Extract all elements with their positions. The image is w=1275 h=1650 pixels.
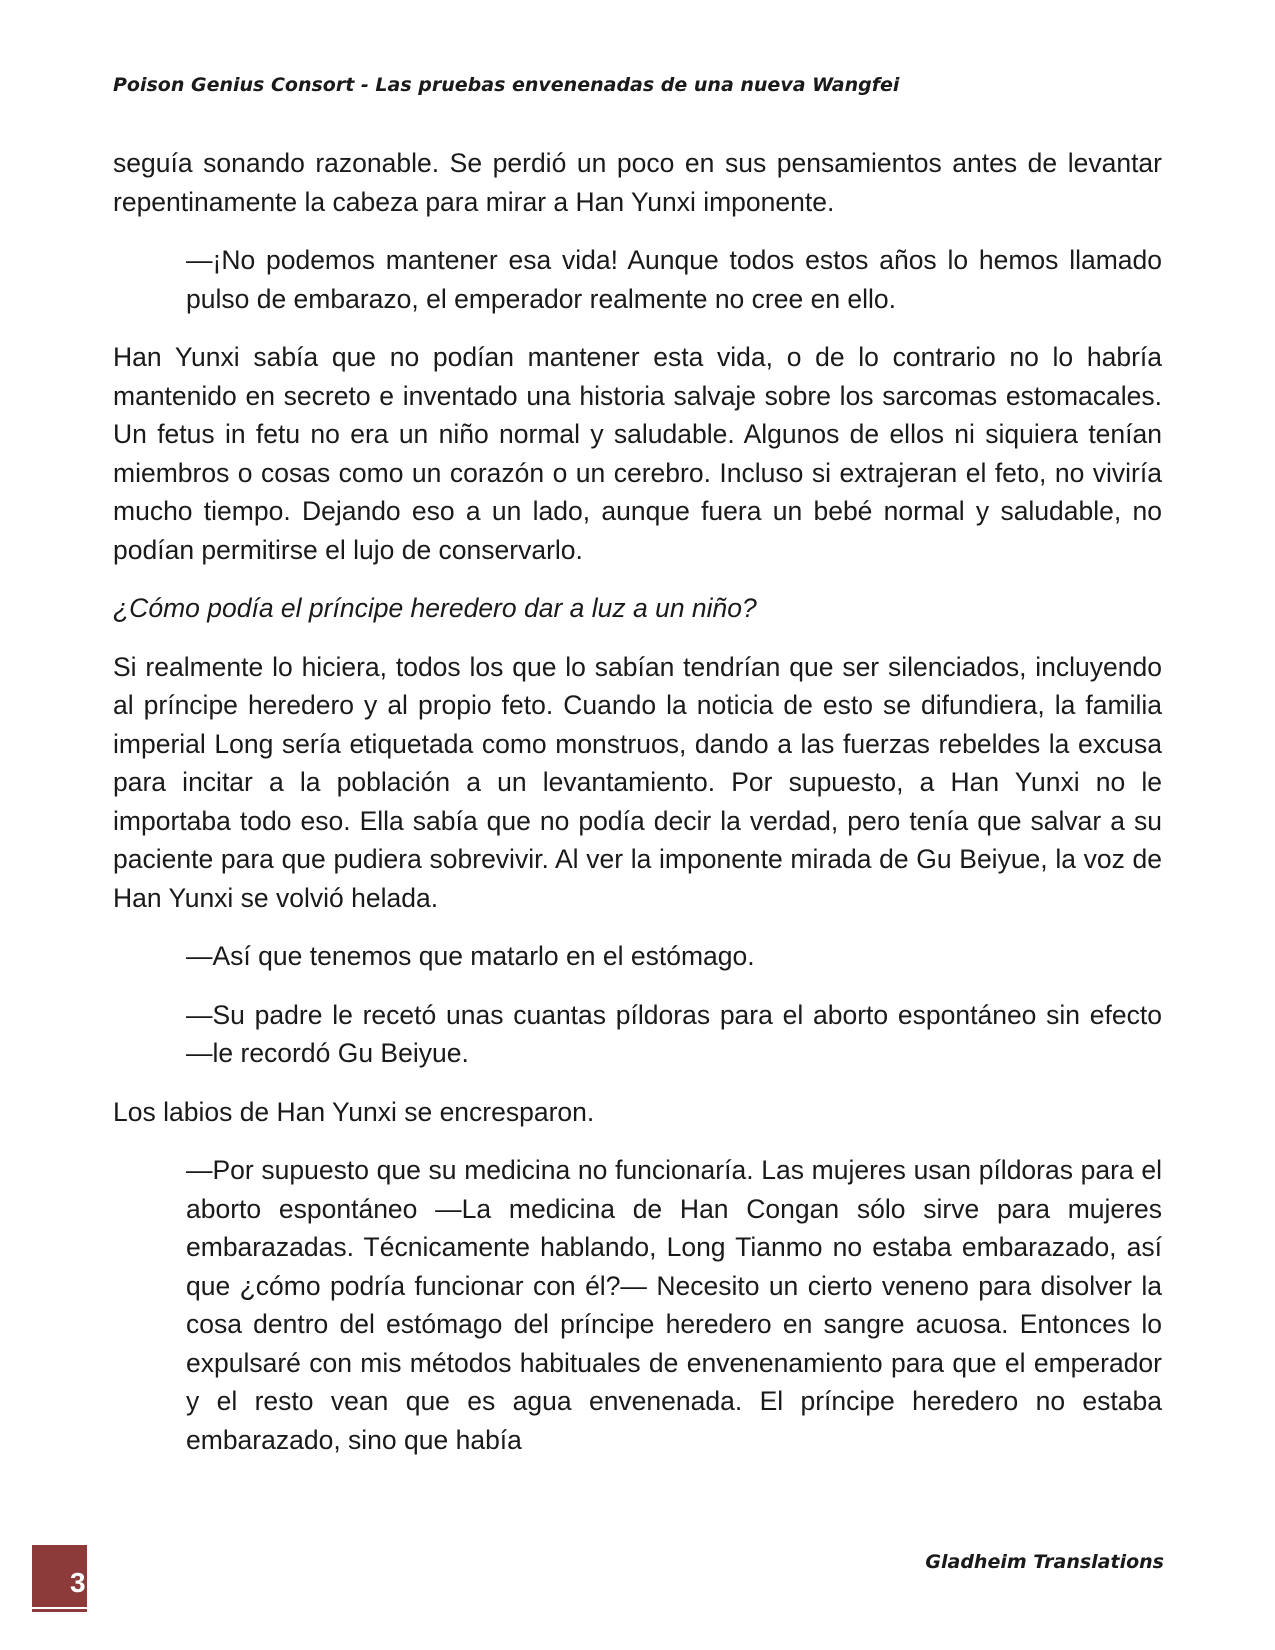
paragraph: Si realmente lo hiciera, todos los que lo sabían tendrían que ser silenciados, incluyendo al príncipe heredero y al propio feto. Cuando la noticia de esto se difundiera, la familia imperial Long sería etiquetada como monstruos, dando a las fuerzas rebeldes la excusa para incitar a la población a un levantamiento. Por supuesto, a Han Yunxi no le importaba todo eso. Ella sabía que no podía decir la verdad, pero tenía que salvar a su paciente para que pudiera sobrevivir. Al ver la imponente mirada de Gu Beiyue, la voz de Han Yunxi se volvió helada. [113,651,1162,913]
running-header: Poison Genius Consort - Las pruebas envenenadas de una nueva Wangfei [113,74,900,96]
dialogue-paragraph: —Así que tenemos que matarlo en el estómago. [186,941,755,971]
body-text [113,144,1162,1479]
page-number-underline [32,1609,87,1612]
page-number: 3 [70,1567,86,1598]
paragraph: Los labios de Han Yunxi se encresparon. [113,1096,595,1127]
dialogue-paragraph: —Su padre le recetó unas cuantas píldoras para el aborto espontáneo sin efecto —le recordó Gu Beiyue. [186,999,1162,1068]
italic-thought: ¿Cómo podía el príncipe heredero dar a luz a un niño? [113,593,757,623]
dialogue-paragraph: —¡No podemos mantener esa vida! Aunque todos estos años lo hemos llamado pulso de embarazo, el emperador realmente no cree en ello. [186,245,1162,314]
footer-credit: Gladheim Translations [925,1551,1164,1573]
paragraph: Han Yunxi sabía que no podían mantener esta vida, o de lo contrario no lo habría mantenido en secreto e inventado una historia salvaje sobre los sarcomas estomacales. Un fetus in fetu no era un niño normal y saludable. Algunos de ellos ni siquiera tenían miembros o cosas como un corazón o un cerebro. Incluso si extrajeran el feto, no viviría mucho tiempo. Dejando eso a un lado, aunque fuera un bebé normal y saludable, no podían permitirse el lujo de conservarlo. [113,342,1162,565]
dialogue-paragraph: —Por supuesto que su medicina no funcionaría. Las mujeres usan píldoras para el aborto espontáneo —La medicina de Han Congan sólo sirve para mujeres embarazadas. Técnicamente hablando, Long Tianmo no estaba embarazado, así que ¿cómo podría funcionar con él?— Necesito un cierto veneno para disolver la cosa dentro del estómago del príncipe heredero en sangre acuosa. Entonces lo expulsaré con mis métodos habituales de envenenamiento para que el emperador y el resto vean que es agua envenenada. El príncipe heredero no estaba embarazado, sino que había [186,1155,1162,1455]
paragraph: seguía sonando razonable. Se perdió un poco en sus pensamientos antes de levantar repentinamente la cabeza para mirar a Han Yunxi imponente. [113,148,1162,217]
